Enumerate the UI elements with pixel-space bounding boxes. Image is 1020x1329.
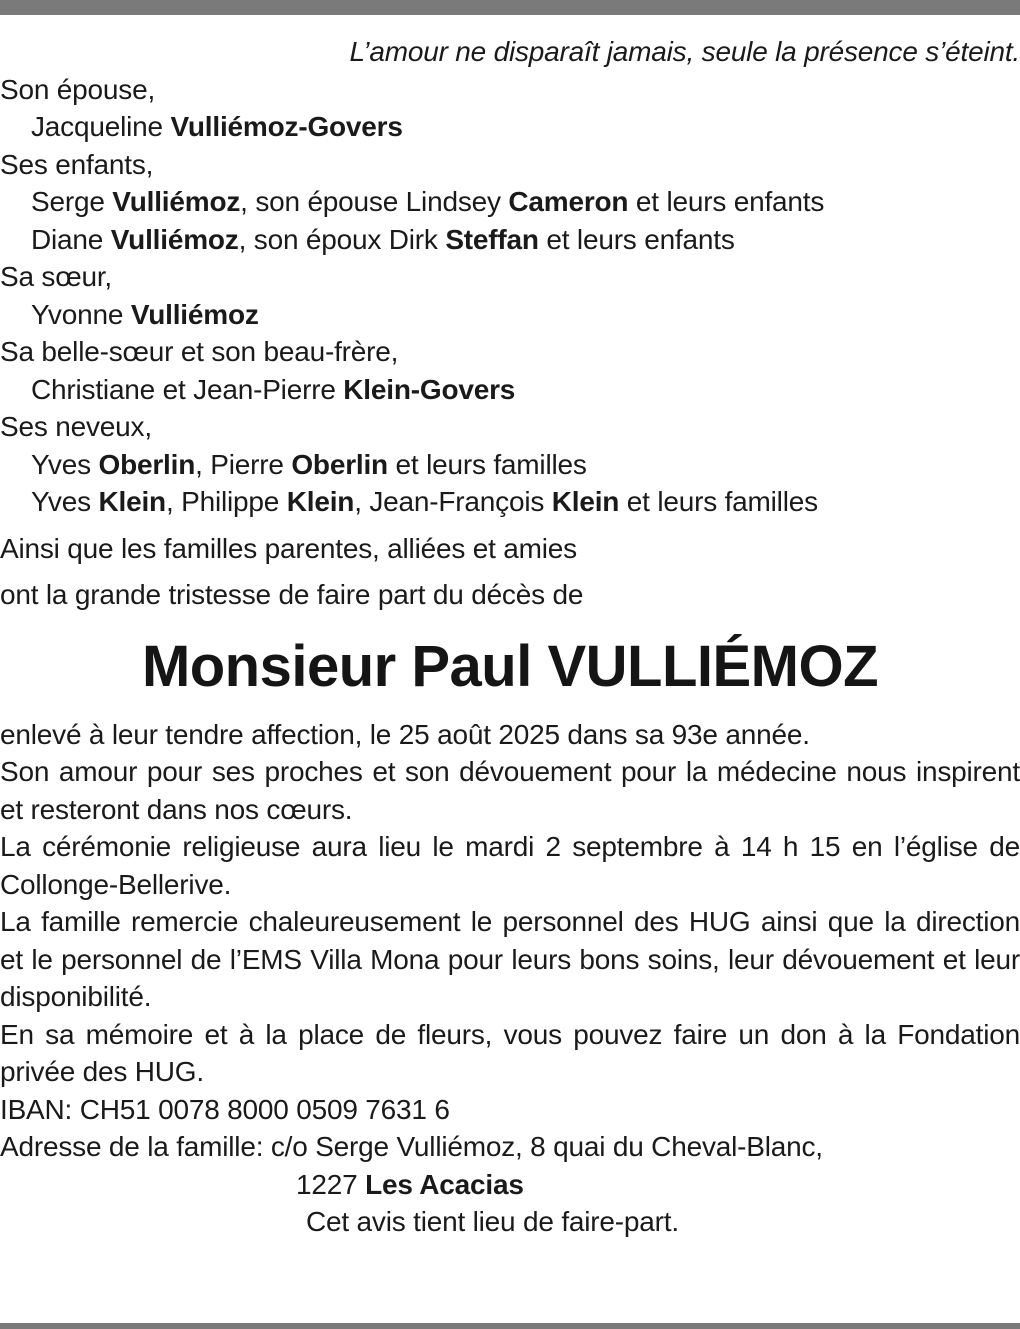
family-member-line	[0, 446, 1020, 484]
family-address-locality	[0, 1166, 1020, 1204]
deceased-name: Monsieur Paul VULLIÉMOZ	[141, 633, 879, 699]
name-text: et leurs familles	[619, 486, 818, 517]
name-text: Diane	[31, 223, 111, 255]
family-member-line	[0, 221, 1020, 259]
epigraph-quote: L’amour ne disparaît jamais, seule la présence s’éteint.	[349, 36, 1020, 67]
name-text: , Jean-François	[354, 486, 552, 517]
name-text: Serge	[31, 186, 113, 217]
name-text: , son épouse Lindsey	[240, 186, 509, 217]
address-locality: Les Acacias	[365, 1168, 524, 1200]
iban-line: IBAN: CH51 0078 8000 0509 7631 6	[0, 1093, 450, 1125]
name-text: Jacqueline	[31, 111, 171, 142]
family-member-line	[0, 371, 1020, 409]
surname: Klein	[551, 486, 620, 517]
relation-heading: Ses enfants,	[0, 148, 154, 180]
surname: Klein	[98, 486, 166, 517]
surname: Klein-Govers	[343, 373, 516, 405]
death-notice	[0, 33, 1020, 1241]
surname: Vulliémoz	[112, 186, 241, 217]
donation-paragraph: En sa mémoire et à la place de fleurs, vous pouvez faire un don à la Fondation privée des HUG.	[0, 1018, 1020, 1087]
address-postcode: 1227	[296, 1168, 366, 1200]
name-text: et leurs enfants	[628, 186, 825, 217]
announcement-line: ont la grande tristesse de faire part du décès de	[0, 579, 584, 610]
thanks-paragraph: La famille remercie chaleureusement le personnel des HUG ainsi que la direction et le personnel de l’EMS Villa Mona pour leurs bons soins, leur dévouement et leur disponibilité.	[0, 906, 1020, 1012]
name-text: Christiane et Jean-Pierre	[31, 373, 344, 405]
relation-heading: Son épouse,	[0, 73, 156, 105]
tribute-paragraph: Son amour pour ses proches et son dévouement pour la médecine nous inspirent et resteront dans nos cœurs.	[0, 756, 1020, 825]
surname: Oberlin	[98, 448, 196, 480]
relation-heading: Ses neveux,	[0, 411, 152, 442]
family-member-line	[0, 108, 1020, 146]
family-member-line	[0, 483, 1020, 521]
affection-line: enlevé à leur tendre affection, le 25 août 2025 dans sa 93e année.	[0, 718, 810, 750]
ceremony-paragraph: La cérémonie religieuse aura lieu le mardi 2 septembre à 14 h 15 en l’église de Collonge-Bellerive.	[0, 831, 1020, 900]
family-address-line: Adresse de la famille: c/o Serge Vulliémoz, 8 quai du Cheval-Blanc,	[0, 1131, 823, 1162]
surname: Vulliémoz	[130, 298, 259, 330]
surname: Vulliémoz	[110, 223, 239, 255]
name-text: Yves	[31, 448, 99, 480]
surname: Klein	[286, 486, 355, 517]
surname: Cameron	[508, 186, 629, 217]
family-member-line	[0, 296, 1020, 334]
relation-heading: Sa sœur,	[0, 261, 112, 292]
bottom-rule	[0, 1323, 1020, 1329]
family-member-line	[0, 183, 1020, 221]
family-list	[0, 71, 1020, 521]
surname: Vulliémoz-Govers	[170, 111, 403, 142]
name-text: et leurs familles	[387, 448, 587, 480]
closing-note: Cet avis tient lieu de faire-part.	[306, 1206, 679, 1237]
surname: Oberlin	[291, 448, 388, 480]
name-text: Yvonne	[31, 298, 131, 330]
name-text: et leurs enfants	[538, 223, 735, 255]
surname: Steffan	[445, 223, 539, 255]
name-text: Yves	[31, 486, 99, 517]
name-text: , Pierre	[195, 448, 292, 480]
relation-heading: Sa belle-sœur et son beau-frère,	[0, 336, 399, 367]
name-text: , son époux Dirk	[238, 223, 446, 255]
others-line: Ainsi que les familles parentes, alliées et amies	[0, 532, 577, 564]
name-text: , Philippe	[165, 486, 287, 517]
top-rule	[0, 0, 1020, 15]
